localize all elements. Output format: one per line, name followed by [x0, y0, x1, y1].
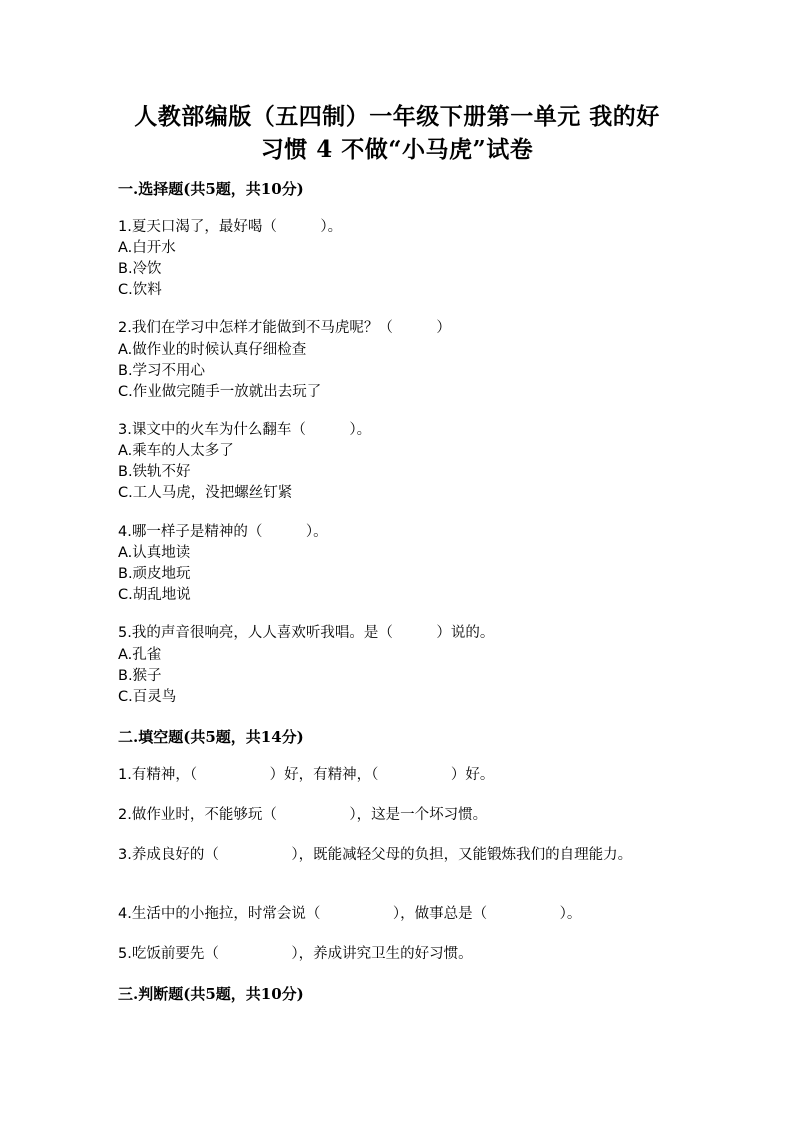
section-heading-fill-in: 二.填空题(共5题，共14分) — [118, 728, 304, 746]
fill-in-question: 1.有精神，（ ）好，有精神，（ ）好。 — [118, 767, 495, 783]
exam-title-line-2: 习惯 4 不做“小马虎”试卷 — [260, 136, 534, 163]
question-option: C.工人马虎，没把螺丝钉紧 — [118, 485, 293, 501]
question-option: C.作业做完随手一放就出去玩了 — [118, 384, 322, 400]
exam-title-line-1: 人教部编版（五四制）一年级下册第一单元 我的好 — [134, 103, 660, 130]
question-option: B.冷饮 — [118, 261, 162, 277]
question-option: A.做作业的时候认真仔细检查 — [118, 342, 307, 358]
fill-in-question: 2.做作业时，不能够玩（ ），这是一个坏习惯。 — [118, 807, 488, 823]
question-option: C.胡乱地说 — [118, 587, 191, 603]
question-option: A.白开水 — [118, 240, 176, 256]
fill-in-question: 5.吃饭前要先（ ），养成讲究卫生的好习惯。 — [118, 946, 473, 962]
question-stem: 4.哪一样子是精神的（ ）。 — [118, 524, 328, 540]
question-option: C.饮料 — [118, 282, 162, 298]
question-option: B.铁轨不好 — [118, 464, 191, 480]
question-option: B.顽皮地玩 — [118, 566, 191, 582]
section-heading-choice: 一.选择题(共5题，共10分) — [118, 180, 304, 198]
question-option: A.孔雀 — [118, 647, 162, 663]
question-option: B.学习不用心 — [118, 363, 206, 379]
question-option: B.猴子 — [118, 668, 162, 684]
section-heading-true-false: 三.判断题(共5题，共10分) — [118, 985, 304, 1003]
question-option: C.百灵鸟 — [118, 689, 177, 705]
question-stem: 1.夏天口渴了，最好喝（ ）。 — [118, 219, 343, 235]
question-stem: 3.课文中的火车为什么翻车（ ）。 — [118, 422, 372, 438]
question-option: A.乘车的人太多了 — [118, 443, 234, 459]
fill-in-question: 3.养成良好的（ ），既能减轻父母的负担，又能锻炼我们的自理能力。 — [118, 847, 633, 863]
fill-in-question: 4.生活中的小拖拉，时常会说（ ），做事总是（ ）。 — [118, 906, 582, 922]
question-option: A.认真地读 — [118, 545, 191, 561]
question-stem: 2.我们在学习中怎样才能做到不马虎呢？（ ） — [118, 320, 451, 336]
question-stem: 5.我的声音很响亮，人人喜欢听我唱。是（ ）说的。 — [118, 625, 495, 641]
